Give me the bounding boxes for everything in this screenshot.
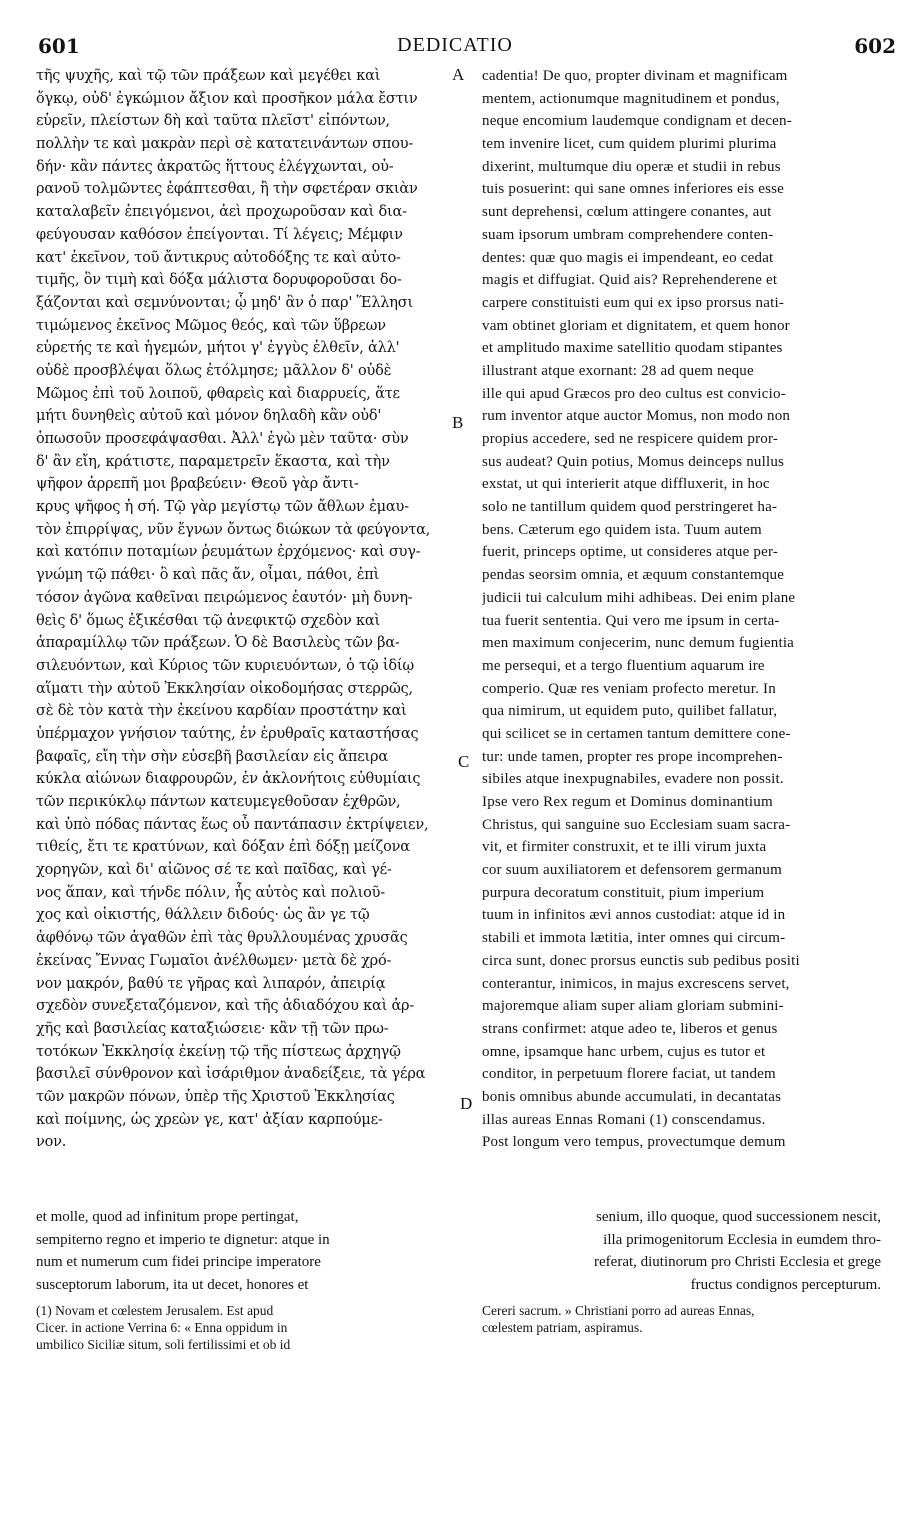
latin-text-line: suam ipsorum umbram comprehendere conten- (482, 226, 774, 243)
latin-text-line: rum inventor atque auctor Momus, non modo non (482, 408, 791, 425)
latin-text-line: vit, et firmiter construxit, et te illi virum juxta (482, 839, 767, 856)
margin-marker-a: A (452, 65, 465, 84)
greek-text-line: καὶ ποίμνης, ὡς χρεὼν γε, κατ' ἀξίαν καρπούμε- (36, 1111, 383, 1128)
latin-text-line: vam obtinet gloriam et dignitatem, et quem honor (482, 317, 790, 334)
footnote-line: umbilico Siciliæ situm, soli fertilissimi et ob id (36, 1337, 291, 1352)
greek-text-line: τὸν ἐπιρρίψας, νῦν ἔγνων ὄντως διώκων τὰ φεύγοντα, (36, 521, 431, 538)
greek-text-line: κρυς ψῆφος ἡ σή. Τῷ γὰρ μεγίστῳ τῶν ἄθλων ἐμαυ- (36, 499, 409, 516)
latin-text-line: dentes: quæ quo magis ei impendeant, eo cedat (482, 249, 774, 266)
footnote-line: Cereri sacrum. » Christiani porro ad aureas Ennas, (482, 1303, 755, 1318)
latin-text-line: majoremque aliam super aliam gloriam submini- (482, 998, 784, 1015)
latin-text-line: tuis posuerint: qui sane omnes inferiores eis esse (482, 181, 785, 198)
footnote-right (482, 1302, 877, 1336)
footnote-line: (1) Novam et cœlestem Jerusalem. Est apud (36, 1303, 274, 1318)
latin-text-line: pendas seorsim omnia, et æquum constantemque (482, 567, 785, 584)
greek-text-line: θεὶς δ' ὅμως ἐξικέσθαι τῷ ἀνεφικτῷ σχεδὸν καὶ (36, 612, 380, 629)
footnote-line: Cicer. in actione Verrina 6: « Enna oppidum in (36, 1320, 288, 1335)
greek-text-line: τιθείς, ἔτι τε κρατύνων, καὶ δόξαν ἐπὶ δόξῃ μείζονα (36, 839, 410, 856)
latin-text-line: mentem, actionumque magnitudinem et pondus, (482, 90, 780, 107)
greek-text-line: μήτι δυνηθεὶς αὐτοῦ καὶ μόνον δηλαδὴ κἂν οὐδ' (36, 408, 382, 425)
latin-text-line: sibiles atque inexpugnabiles, evadere non possit. (482, 771, 784, 788)
latin-text-line: comperio. Quæ res veniam profecto meretur. In (482, 680, 776, 697)
greek-text-line: ἐκείνας Ἔννας Γωμαῖοι ἀνέλθωμεν· μετὰ δὲ χρό- (36, 952, 392, 969)
latin-text-line: Christus, qui sanguine suo Ecclesiam suam sacra- (482, 816, 791, 833)
latin-text-line: qui scilicet se in certamen tantum demittere cone- (482, 725, 791, 742)
greek-text-line: κατ' ἐκεῖνον, τοῦ ἄντικρυς αὐτοδόξης τε καὶ αὐτο- (36, 249, 401, 266)
latin-text-line: solo ne tantillum quidem quod perstringeret ha- (482, 499, 778, 516)
latin-text-line: stabili et immota lætitia, inter omnes qui circum- (482, 930, 786, 947)
greek-text-line: τῶν μακρῶν πόνων, ὑπὲρ τῆς Χριστοῦ Ἐκκλησίας (36, 1088, 395, 1105)
greek-text-line: τῶν περικύκλῳ πάντων κατευμεγεθοῦσαν ἐχθρῶν, (36, 794, 401, 810)
latin-text-line: illustrant atque exornant: 28 ad quem neque (482, 362, 754, 379)
greek-text-line: γνώμη τῷ πάθει· ὃ καὶ πᾶς ἄν, οἶμαι, πάθοι, ἐπὶ (36, 567, 380, 584)
greek-text-line: τῆς ψυχῆς, καὶ τῷ τῶν πράξεων καὶ μεγέθει καὶ (36, 68, 381, 84)
latin-text-line: dixerint, multumque diu operæ et studii in rebus (482, 158, 781, 175)
greek-text-line: νον. (36, 1134, 67, 1151)
closing-greek-translation-segment: et molle, quod ad infinitum prope pertingat, (36, 1209, 299, 1225)
latin-text-line: cor suum auxiliatorem et defensorem germanum (482, 862, 782, 879)
latin-text-line: conditor, in perpetuum florere faciat, ut tandem (482, 1066, 776, 1083)
margin-marker-b: B (452, 413, 464, 432)
greek-text-line: εὑρετής τε καὶ ἡγεμών, μήτοι γ' ἐγγὺς ἐλθεῖν, ἀλλ' (36, 340, 400, 357)
greek-text-line: αἵματι τὴν αὐτοῦ Ἐκκλησίαν οἰκοδομήσας στερρῶς, (36, 680, 413, 697)
latin-text-line: me persequi, et a tergo fluentium aquarum ire (482, 657, 765, 674)
greek-text-line: χῆς καὶ βασιλείας καταξιώσειε· κἂν τῇ τῶν πρω- (36, 1020, 389, 1037)
page-number-right: 602 (854, 34, 896, 58)
latin-text-line: bens. Cæterum ego quidem ista. Tuum autem (482, 521, 762, 538)
closing-text-row (36, 1229, 881, 1252)
greek-text-line: οὐδὲ προσβλέψαι ὅλως ἐτόλμησε; μᾶλλον δ' οὐδὲ (36, 362, 392, 379)
full-width-closing-text (36, 1206, 881, 1297)
latin-text-line: tuum in infinitos ævi annos custodiat: atque id in (482, 907, 786, 924)
greek-text-line: σιλευόντων, καὶ Κύριος τῶν κυριευόντων, ὁ τῷ ἰδίῳ (36, 657, 415, 674)
closing-latin-segment: fructus condignos percepturum. (690, 1277, 881, 1294)
greek-text-line: ἀφθόνῳ τῶν ἀγαθῶν ἐπὶ τὰς θρυλλουμένας χρυσᾶς (36, 930, 408, 947)
greek-text-line: ὁπωσοῦν προσεφάψασθαι. Ἀλλ' ἐγὼ μὲν ταῦτα· σὺν (36, 431, 409, 447)
greek-text-line: Μῶμος ἐπὶ τοῦ λοιποῦ, φθαρεὶς καὶ διαρρυείς, ἅτε (36, 385, 400, 402)
greek-text-line: καὶ κατόπιν ποταμίων ῥευμάτων ἐρχόμενος· καὶ συγ- (36, 544, 421, 561)
closing-latin-segment: senium, illo quoque, quod successionem nescit, (596, 1209, 881, 1225)
greek-text-line: καὶ ὑπὸ πόδας πάντας ἕως οὗ παντάπασιν ἐκτρίψειεν, (36, 816, 429, 833)
latin-text-line: bonis omnibus abunde accumulati, in decantatas (482, 1088, 782, 1105)
closing-latin-segment: referat, diutinorum pro Christi Ecclesia et grege (594, 1254, 881, 1271)
latin-text-line: qua nimirum, ut equidem puto, quilibet fallatur, (482, 703, 778, 720)
greek-text-line: χορηγῶν, καὶ δι' αἰῶνος σέ τε καὶ παῖδας, καὶ γέ- (36, 862, 392, 879)
greek-text-line: πολλὴν τε καὶ μακρὰν περὶ σὲ κατατεινάντων σπου- (36, 136, 414, 153)
latin-text-line: purpura decoratum constituit, pium imperium (482, 884, 765, 901)
latin-text-line: Ipse vero Rex regum et Dominus dominantium (482, 794, 773, 810)
latin-text-line: ille qui apud Græcos pro deo cultus est convicio- (482, 385, 786, 402)
latin-text-line: omne, ipsamque hanc urbem, cujus es tutor et (482, 1043, 766, 1060)
greek-text-line: δήν· κἂν πάντες ἀκρατῶς ἥττους ἐλέγχωνται, οὐ- (36, 158, 394, 175)
latin-text-line: sus audeat? Quin potius, Momus deinceps nullus (482, 453, 785, 470)
latin-column (482, 65, 877, 1154)
latin-text-line: men maximum conjecerim, nunc demum fugientia (482, 635, 795, 652)
closing-latin-segment: illa primogenitorum Ecclesia in eumdem thro- (603, 1231, 881, 1248)
greek-text-line: κύκλα αἰώνων διαφρουρῶν, ἐν ἀκλονήτοις εὐθυμίαις (36, 771, 421, 788)
latin-text-line: magis et diffugiat. Quid ais? Reprehenderene et (482, 272, 778, 289)
greek-text-line: τιμῆς, ὃν τιμὴ καὶ δόξα μάλιστα δορυφοροῦσαι δο- (36, 272, 402, 289)
margin-marker-c: C (458, 752, 470, 771)
latin-text-line: et amplitudo maxime satellitio quodam stipantes (482, 340, 783, 357)
latin-text-line: carpere constituisti eum qui ex ipso prorsus nati- (482, 294, 785, 311)
closing-greek-translation-segment: num et numerum cum fidei principe imperatore (36, 1254, 321, 1271)
greek-text-line: τοτόκων Ἐκκλησίᾳ ἐκείνῃ τῷ τῆς πίστεως ἀρχηγῷ (36, 1043, 401, 1060)
page-number-left: 601 (38, 34, 80, 58)
latin-text-line: exstat, ut qui interierit atque diffluxerit, in hoc (482, 476, 770, 493)
closing-greek-translation-segment: susceptorum laborum, ita ut decet, honores et (36, 1277, 309, 1294)
greek-column (36, 65, 456, 1154)
greek-text-line: ὄγκῳ, οὐδ' ἐγκώμιον ἄξιον καὶ προσῆκον μάλα ἔστιν (36, 90, 418, 107)
page-header (30, 34, 896, 64)
latin-text-line: Post longum vero tempus, provectumque demum (482, 1134, 786, 1151)
greek-text-line: σὲ δὲ τὸν κατὰ τὴν ἐκείνου καρδίαν προστάτην καὶ (36, 703, 407, 720)
greek-text-line: νος ἅπαν, καὶ τήνδε πόλιν, ἧς αὐτὸς καὶ πολιοῦ- (36, 884, 385, 901)
greek-text-line: τόσον ἀγῶνα καθεῖναι πειρώμενος ἑαυτόν· μὴ δυνη- (36, 589, 413, 606)
margin-marker-d: D (460, 1094, 473, 1113)
greek-text-line: φεύγουσαν καθόσον ἐπείγονται. Τί λέγεις; Μέμφιν (36, 226, 403, 243)
closing-text-row (36, 1274, 881, 1297)
greek-text-line: ξάζονται καὶ σεμνύνονται; ᾧ μηδ' ἂν ὁ παρ' Ἕλλησι (36, 294, 413, 311)
greek-text-line: ἀπαραμίλλῳ τῶν πράξεων. Ὁ δὲ Βασιλεὺς τῶν βα- (36, 635, 400, 652)
greek-text-line: βασιλεῖ σύνθρονον καὶ ἰσάριθμον ἀναδείξειε, τὰ γέρα (36, 1066, 426, 1083)
closing-greek-translation-segment: sempiterno regno et imperio te dignetur: atque in (36, 1231, 330, 1248)
latin-text-line: tua fuerit sententia. Qui vero me ipsum in certa- (482, 612, 780, 629)
latin-text-line: tur: unde tamen, propter res prope incomprehen- (482, 748, 783, 765)
footnote-line: cœlestem patriam, aspiramus. (482, 1320, 643, 1335)
latin-text-line: fuerit, princeps optime, ut consideres atque per- (482, 544, 779, 561)
greek-text-line: νον μακρόν, βαθύ τε γῆρας καὶ λιπαρόν, ἀπειρίᾳ (36, 975, 386, 992)
latin-text-line: cadentia! De quo, propter divinam et magnificam (482, 68, 788, 84)
running-title: DEDICATIO (397, 34, 513, 56)
latin-text-line: propius accedere, sed ne respicere quidem pror- (482, 431, 779, 447)
latin-text-line: circa sunt, donec prorsus eunctis sub pedibus positi (482, 952, 800, 969)
greek-text-line: βαφαῖς, εἴη τὴν σὴν εὐσεβῆ βασιλείαν εἰς ἄπειρα (36, 748, 388, 765)
greek-text-line: ρανοῦ τολμῶντες ἐφάπτεσθαι, ἢ τὴν σφετέραν σκιὰν (36, 181, 418, 198)
greek-text-line: εὑρεῖν, πλείστων δὴ καὶ ταῦτα πλεῖστ' εἰπόντων, (36, 113, 390, 130)
greek-text-line: δ' ἂν εἴη, κράτιστε, παραμετρεῖν ἕκαστα, καὶ τὴν (36, 453, 390, 470)
latin-text-line: strans confirmet: atque adeo te, liberos et genus (482, 1020, 778, 1037)
greek-text-line: τιμώμενος ἐκεῖνος Μῶμος θεός, καὶ τῶν ὕβρεων (36, 317, 386, 334)
latin-text-line: tem invenire licet, cum quidem plurimi plurima (482, 136, 777, 153)
closing-text-row (36, 1206, 881, 1229)
latin-text-line: neque encomium laudemque condignam et decen- (482, 113, 792, 130)
footnote-left (36, 1302, 456, 1353)
greek-text-line: ψῆφον ἀρρεπῆ μοι βραβεύειν· Θεοῦ γὰρ ἄντι- (36, 476, 359, 493)
latin-text-line: sunt deprehensi, cœlum attingere conantes, aut (482, 204, 772, 221)
closing-text-row (36, 1251, 881, 1274)
latin-text-line: illas aureas Ennas Romani (1) conscendamus. (482, 1111, 766, 1128)
latin-text-line: conterantur, inimicos, in majus excrescens servet, (482, 975, 790, 992)
greek-text-line: χος καὶ οἰκιστής, θάλλειν διδούς· ὡς ἂν γε τῷ (36, 907, 370, 924)
latin-text-line: judicii tui calculum mihi adhibeas. Dei enim plane (482, 589, 796, 606)
greek-text-line: καταλαβεῖν ἐπειγόμενοι, ἀεὶ προχωροῦσαν καὶ δια- (36, 204, 407, 221)
greek-text-line: σχεδὸν συνεξεταζόμενον, καὶ τῆς ἀδιαδόχου καὶ ἀρ- (36, 998, 415, 1015)
greek-text-line: ὑπέρμαχον γνήσιον ταύτης, ἐν ἐρυθραῖς καταστήσας (36, 725, 419, 742)
